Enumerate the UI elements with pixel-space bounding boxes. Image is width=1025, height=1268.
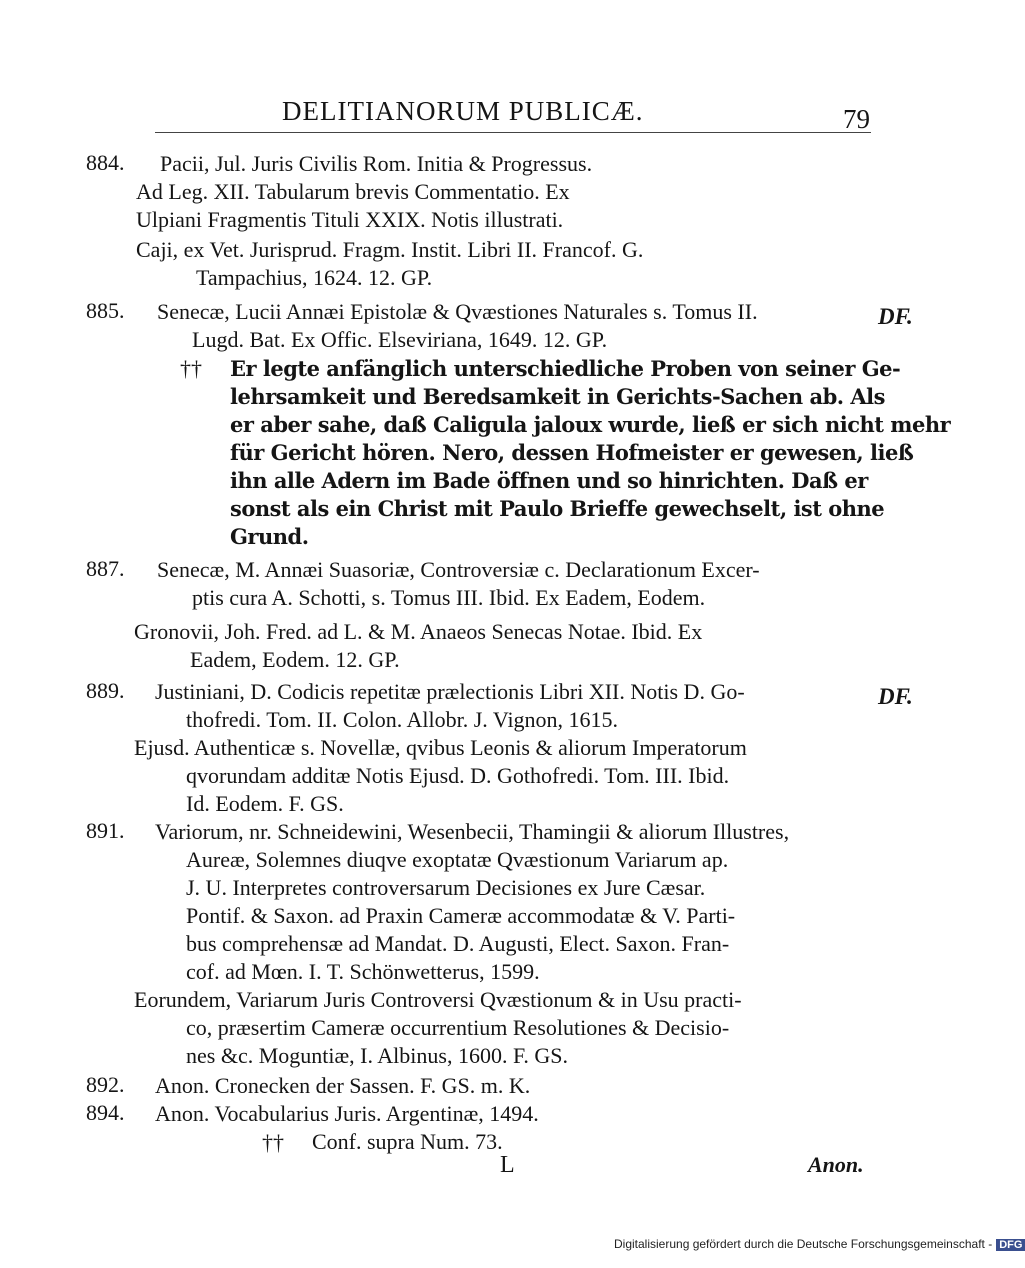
entry-line: Anon. Vocabularius Juris. Argentinæ, 1494. (155, 1101, 539, 1126)
entry-number: 887. (86, 556, 125, 581)
dfg-logo: DFG (996, 1239, 1025, 1251)
running-title: DELITIANORUM PUBLICÆ. (282, 96, 644, 126)
note-dagger: †† (180, 356, 202, 381)
entry-line: Id. Eodem. F. GS. (186, 791, 344, 816)
note-894: Conf. supra Num. 73. (312, 1129, 503, 1154)
entry-line: Gronovii, Joh. Fred. ad L. & M. Anaeos Senecas Notae. Ibid. Ex (134, 619, 703, 644)
note-line: sonst als ein Christ mit Paulo Brieffe gewechselt, ist ohne (230, 496, 885, 521)
entry-line: Ulpiani Fragmentis Tituli XXIX. Notis illustrati. (136, 207, 564, 232)
note-line: lehrsamkeit und Beredsamkeit in Gerichts-Sachen ab. Als (230, 384, 885, 409)
entry-line: thofredi. Tom. II. Colon. Allobr. J. Vignon, 1615. (186, 707, 619, 732)
catchword: Anon. (808, 1152, 864, 1177)
note-dagger: †† (262, 1130, 284, 1155)
note-line: ihn alle Adern im Bade öffnen und so hinrichten. Daß er (230, 468, 868, 493)
entry-number: 892. (86, 1072, 125, 1097)
entry-line: Caji, ex Vet. Jurisprud. Fragm. Instit. Libri II. Francof. G. (136, 237, 644, 262)
entry-line: bus comprehensæ ad Mandat. D. Augusti, Elect. Saxon. Fran- (186, 931, 730, 956)
entry-line: Ejusd. Authenticæ s. Novellæ, qvibus Leonis & aliorum Imperatorum (134, 735, 747, 760)
entry-line: Justiniani, D. Codicis repetitæ prælectionis Libri XII. Notis D. Go- (155, 679, 745, 704)
running-header (0, 96, 1000, 136)
entry-line: nes &c. Moguntiæ, I. Albinus, 1600. F. GS. (186, 1043, 569, 1068)
entry-number: 885. (86, 298, 125, 323)
entry-line: Eorundem, Variarum Juris Controversi Qvæstionum & in Usu practi- (134, 987, 742, 1012)
note-line: Grund. (230, 524, 309, 549)
entry-line: Eadem, Eodem. 12. GP. (190, 647, 400, 672)
note-line: Er legte anfänglich unterschiedliche Proben von seiner Ge- (230, 356, 901, 381)
header-rule (155, 132, 871, 133)
entry-line: Lugd. Bat. Ex Offic. Elseviriana, 1649. 12. GP. (192, 327, 608, 352)
entry-line: Variorum, nr. Schneidewini, Wesenbecii, Thamingii & aliorum Illustres, (155, 819, 790, 844)
entry-line: Anon. Cronecken der Sassen. F. GS. m. K. (155, 1073, 531, 1098)
entry-line: Aureæ, Solemnes diuqve exoptatæ Qvæstionum Variarum ap. (186, 847, 729, 872)
digitization-footer (614, 1237, 1025, 1251)
entry-line: Pacii, Jul. Juris Civilis Rom. Initia & Progressus. (160, 151, 593, 176)
entry-line: Pontif. & Saxon. ad Praxin Cameræ accommodatæ & V. Parti- (186, 903, 736, 928)
marginal-note: DF. (878, 684, 913, 709)
entry-line: Tampachius, 1624. 12. GP. (196, 265, 433, 290)
entry-line: co, præsertim Cameræ occurrentium Resolutiones & Decisio- (186, 1015, 730, 1040)
footer-text: Digitalisierung gefördert durch die Deutsche Forschungsgemeinschaft - (614, 1237, 993, 1251)
signature-mark: L (500, 1152, 515, 1178)
entry-number: 884. (86, 150, 125, 175)
note-line: er aber sahe, daß Caligula jaloux wurde, ließ er sich nicht mehr (230, 412, 951, 437)
marginal-note: DF. (878, 304, 913, 329)
entry-line: J. U. Interpretes controversarum Decisiones ex Jure Cæsar. (186, 875, 706, 900)
entry-line: qvorundam additæ Notis Ejusd. D. Gothofredi. Tom. III. Ibid. (186, 763, 730, 788)
entry-number: 894. (86, 1100, 125, 1125)
entry-line: Senecæ, Lucii Annæi Epistolæ & Qvæstiones Naturales s. Tomus II. (157, 299, 758, 324)
entry-line: Senecæ, M. Annæi Suasoriæ, Controversiæ c. Declarationum Excer- (157, 557, 760, 582)
entry-line: cof. ad Mœn. I. T. Schönwetterus, 1599. (186, 959, 540, 984)
page-number: 79 (843, 104, 870, 134)
entry-number: 889. (86, 678, 125, 703)
entry-line: ptis cura A. Schotti, s. Tomus III. Ibid. Ex Eadem, Eodem. (192, 585, 706, 610)
entry-number: 891. (86, 818, 125, 843)
entry-line: Ad Leg. XII. Tabularum brevis Commentatio. Ex (136, 179, 570, 204)
note-line: für Gericht hören. Nero, dessen Hofmeister er gewesen, ließ (230, 440, 914, 465)
